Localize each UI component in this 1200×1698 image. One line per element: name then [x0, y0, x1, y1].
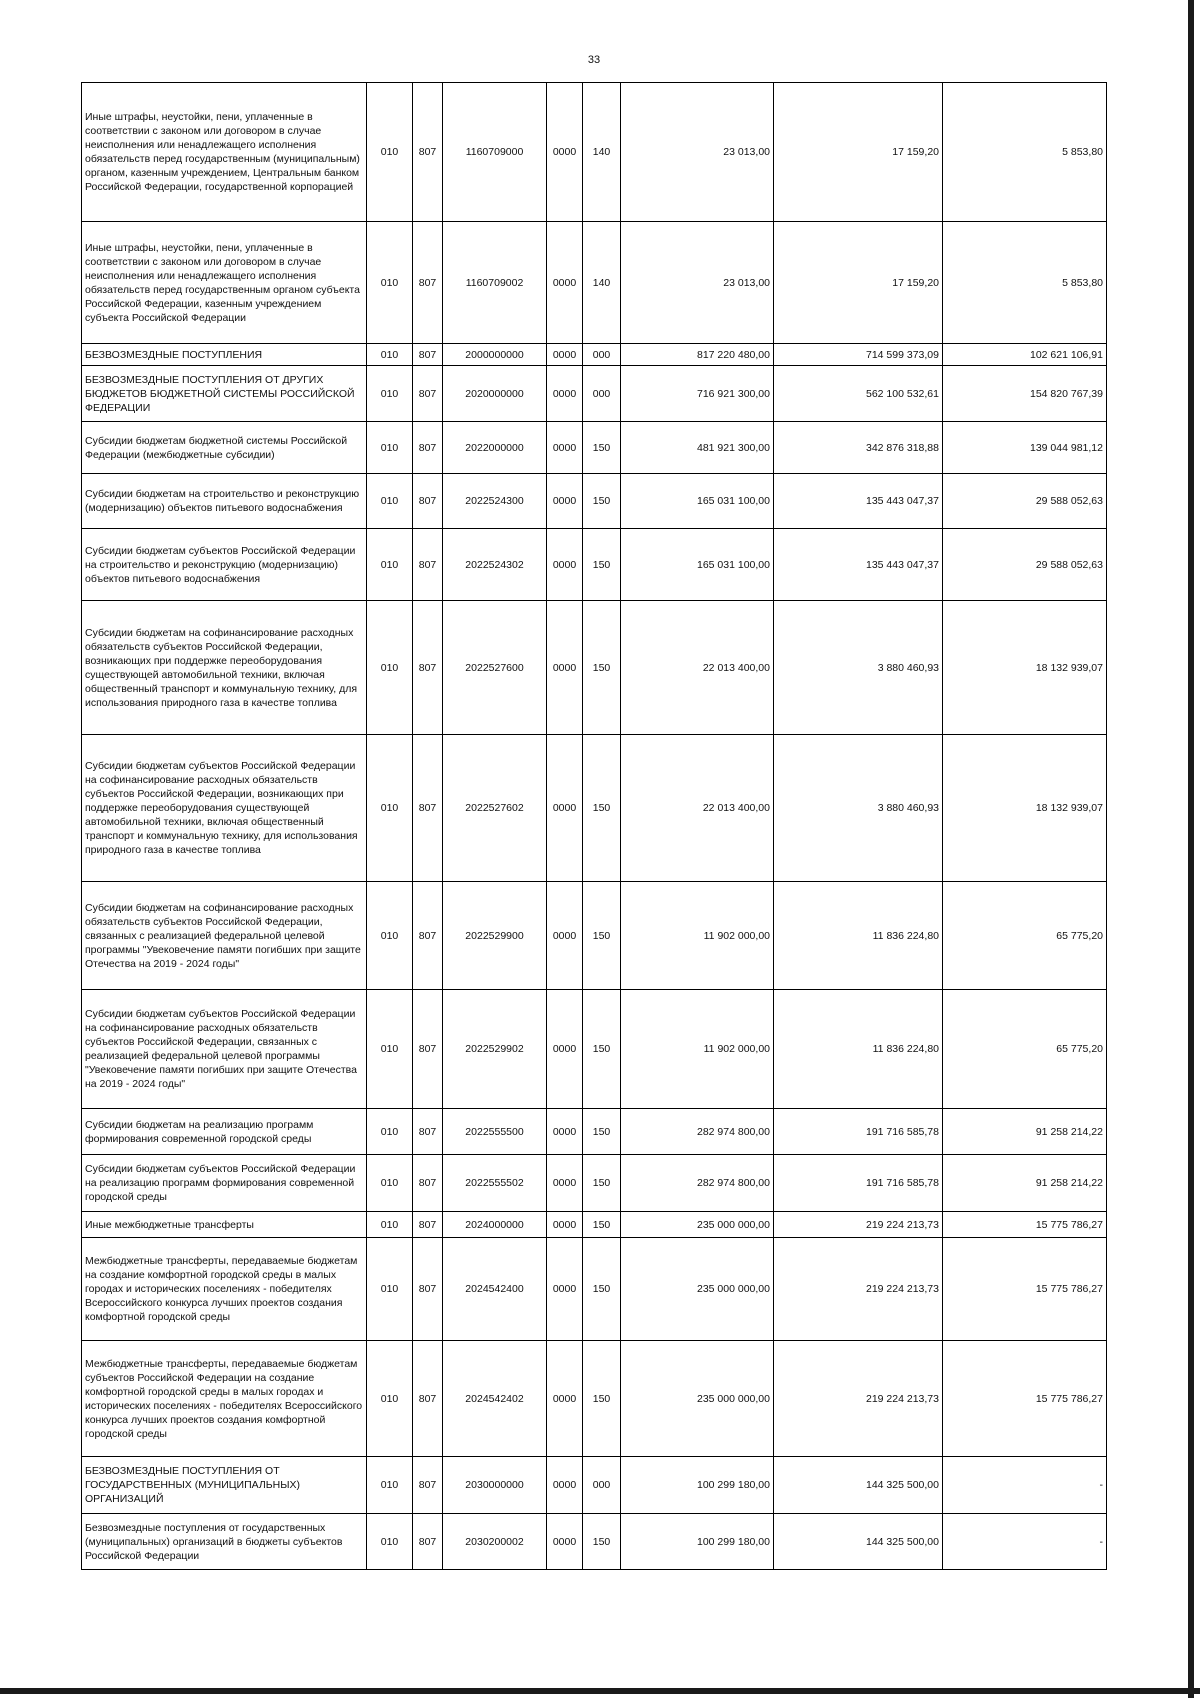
- table-row: [82, 1457, 1107, 1514]
- code-1: 010: [367, 882, 413, 990]
- executed-value: 144 325 500,00: [774, 1514, 943, 1570]
- code-2: 807: [413, 1212, 443, 1238]
- code-5: 000: [583, 1457, 621, 1514]
- code-2: 807: [413, 1341, 443, 1457]
- row-name: Субсидии бюджетам субъектов Российской Федерации на софинансирование расходных обязательств субъектов Российской Федерации, связанных с реализацией федеральной целевой программы "Увековечение памяти погибших при защите Отечества на 2019 - 2024 годы": [82, 990, 367, 1109]
- table-row: [82, 1238, 1107, 1341]
- plan-value: 716 921 300,00: [621, 366, 774, 422]
- row-name: Субсидии бюджетам субъектов Российской Федерации на строительство и реконструкцию (модернизацию) объектов питьевого водоснабжения: [82, 529, 367, 601]
- code-2: 807: [413, 529, 443, 601]
- row-name: Иные штрафы, неустойки, пени, уплаченные в соответствии с законом или договором в случае неисполнения или ненадлежащего исполнения обязательств перед государственным органом субъекта Российской Федерации, казенным учреждением субъекта Российской Федерации: [82, 222, 367, 344]
- row-name: Безвозмездные поступления от государственных (муниципальных) организаций в бюджеты субъектов Российской Федерации: [82, 1514, 367, 1570]
- plan-value: 22 013 400,00: [621, 601, 774, 735]
- code-5: 150: [583, 474, 621, 529]
- remaining-value: 102 621 106,91: [943, 344, 1107, 366]
- code-5: 150: [583, 1155, 621, 1212]
- code-1: 010: [367, 1341, 413, 1457]
- row-name: Субсидии бюджетам на софинансирование расходных обязательств субъектов Российской Федерации, связанных с реализацией федеральной целевой программы "Увековечение памяти погибших при защите Отечества на 2019 - 2024 годы": [82, 882, 367, 990]
- row-name: Субсидии бюджетам на реализацию программ формирования современной городской среды: [82, 1109, 367, 1155]
- code-3: 2022524300: [443, 474, 547, 529]
- code-3: 1160709002: [443, 222, 547, 344]
- code-4: 0000: [547, 1341, 583, 1457]
- remaining-value: -: [943, 1457, 1107, 1514]
- code-2: 807: [413, 735, 443, 882]
- code-2: 807: [413, 474, 443, 529]
- table-row: [82, 601, 1107, 735]
- code-3: 2022529900: [443, 882, 547, 990]
- row-name: Субсидии бюджетам на софинансирование расходных обязательств субъектов Российской Федерации, возникающих при поддержке переоборудования существующей автомобильной техники, включая общественный транспорт и коммунальную технику, для использования природного газа в качестве топлива: [82, 601, 367, 735]
- code-1: 010: [367, 1238, 413, 1341]
- code-4: 0000: [547, 474, 583, 529]
- executed-value: 562 100 532,61: [774, 366, 943, 422]
- code-3: 2022524302: [443, 529, 547, 601]
- executed-value: 135 443 047,37: [774, 529, 943, 601]
- page-number: 33: [587, 54, 601, 66]
- code-5: 150: [583, 529, 621, 601]
- code-3: 2024542402: [443, 1341, 547, 1457]
- code-1: 010: [367, 529, 413, 601]
- code-3: 2022527600: [443, 601, 547, 735]
- code-4: 0000: [547, 1238, 583, 1341]
- remaining-value: 154 820 767,39: [943, 366, 1107, 422]
- code-4: 0000: [547, 366, 583, 422]
- row-name: Субсидии бюджетам бюджетной системы Российской Федерации (межбюджетные субсидии): [82, 422, 367, 474]
- code-4: 0000: [547, 344, 583, 366]
- table-row: [82, 366, 1107, 422]
- code-1: 010: [367, 1457, 413, 1514]
- remaining-value: 5 853,80: [943, 83, 1107, 222]
- table-row: [82, 735, 1107, 882]
- executed-value: 135 443 047,37: [774, 474, 943, 529]
- code-3: 2022527602: [443, 735, 547, 882]
- remaining-value: 91 258 214,22: [943, 1109, 1107, 1155]
- row-name: БЕЗВОЗМЕЗДНЫЕ ПОСТУПЛЕНИЯ ОТ ДРУГИХ БЮДЖЕТОВ БЮДЖЕТНОЙ СИСТЕМЫ РОССИЙСКОЙ ФЕДЕРАЦИИ: [82, 366, 367, 422]
- table-row: [82, 222, 1107, 344]
- code-4: 0000: [547, 601, 583, 735]
- executed-value: 191 716 585,78: [774, 1109, 943, 1155]
- code-3: 2022529902: [443, 990, 547, 1109]
- code-3: 1160709000: [443, 83, 547, 222]
- code-5: 150: [583, 1341, 621, 1457]
- executed-value: 219 224 213,73: [774, 1341, 943, 1457]
- plan-value: 100 299 180,00: [621, 1514, 774, 1570]
- executed-value: 17 159,20: [774, 83, 943, 222]
- row-name: Иные штрафы, неустойки, пени, уплаченные в соответствии с законом или договором в случае неисполнения или ненадлежащего исполнения обязательств перед государственным (муниципальным) органом, казенным учреждением, Центральным банком Российской Федерации, государственной корпорацией: [82, 83, 367, 222]
- plan-value: 22 013 400,00: [621, 735, 774, 882]
- code-1: 010: [367, 222, 413, 344]
- plan-value: 165 031 100,00: [621, 474, 774, 529]
- executed-value: 17 159,20: [774, 222, 943, 344]
- row-name: Субсидии бюджетам субъектов Российской Федерации на реализацию программ формирования современной городской среды: [82, 1155, 367, 1212]
- executed-value: 714 599 373,09: [774, 344, 943, 366]
- code-2: 807: [413, 83, 443, 222]
- row-name: Межбюджетные трансферты, передаваемые бюджетам субъектов Российской Федерации на создание комфортной городской среды в малых городах и исторических поселениях - победителях Всероссийского конкурса лучших проектов создания комфортной городской среды: [82, 1341, 367, 1457]
- executed-value: 219 224 213,73: [774, 1212, 943, 1238]
- code-2: 807: [413, 366, 443, 422]
- code-2: 807: [413, 601, 443, 735]
- code-1: 010: [367, 735, 413, 882]
- code-4: 0000: [547, 1457, 583, 1514]
- code-1: 010: [367, 344, 413, 366]
- plan-value: 235 000 000,00: [621, 1238, 774, 1341]
- code-4: 0000: [547, 83, 583, 222]
- row-name: Субсидии бюджетам на строительство и реконструкцию (модернизацию) объектов питьевого водоснабжения: [82, 474, 367, 529]
- code-1: 010: [367, 366, 413, 422]
- code-2: 807: [413, 882, 443, 990]
- table-row: [82, 1109, 1107, 1155]
- revenue-table: [81, 82, 1107, 1570]
- remaining-value: 91 258 214,22: [943, 1155, 1107, 1212]
- code-4: 0000: [547, 529, 583, 601]
- plan-value: 282 974 800,00: [621, 1109, 774, 1155]
- code-3: 2022555502: [443, 1155, 547, 1212]
- code-1: 010: [367, 990, 413, 1109]
- remaining-value: 65 775,20: [943, 882, 1107, 990]
- executed-value: 144 325 500,00: [774, 1457, 943, 1514]
- code-5: 150: [583, 735, 621, 882]
- plan-value: 235 000 000,00: [621, 1212, 774, 1238]
- table-row: [82, 990, 1107, 1109]
- code-2: 807: [413, 222, 443, 344]
- remaining-value: -: [943, 1514, 1107, 1570]
- code-4: 0000: [547, 735, 583, 882]
- code-2: 807: [413, 1155, 443, 1212]
- executed-value: 219 224 213,73: [774, 1238, 943, 1341]
- remaining-value: 29 588 052,63: [943, 474, 1107, 529]
- code-4: 0000: [547, 222, 583, 344]
- code-2: 807: [413, 1514, 443, 1570]
- row-name: БЕЗВОЗМЕЗДНЫЕ ПОСТУПЛЕНИЯ: [82, 344, 367, 366]
- scan-border-right: [1188, 0, 1194, 1698]
- table-row: [82, 1212, 1107, 1238]
- plan-value: 11 902 000,00: [621, 882, 774, 990]
- code-1: 010: [367, 1212, 413, 1238]
- table-row: [82, 83, 1107, 222]
- plan-value: 481 921 300,00: [621, 422, 774, 474]
- executed-value: 11 836 224,80: [774, 882, 943, 990]
- executed-value: 11 836 224,80: [774, 990, 943, 1109]
- plan-value: 165 031 100,00: [621, 529, 774, 601]
- executed-value: 342 876 318,88: [774, 422, 943, 474]
- remaining-value: 29 588 052,63: [943, 529, 1107, 601]
- executed-value: 191 716 585,78: [774, 1155, 943, 1212]
- code-5: 140: [583, 83, 621, 222]
- row-name: Иные межбюджетные трансферты: [82, 1212, 367, 1238]
- table-row: [82, 1155, 1107, 1212]
- code-3: 2024000000: [443, 1212, 547, 1238]
- code-4: 0000: [547, 1155, 583, 1212]
- row-name: БЕЗВОЗМЕЗДНЫЕ ПОСТУПЛЕНИЯ ОТ ГОСУДАРСТВЕННЫХ (МУНИЦИПАЛЬНЫХ) ОРГАНИЗАЦИЙ: [82, 1457, 367, 1514]
- code-1: 010: [367, 1514, 413, 1570]
- code-3: 2000000000: [443, 344, 547, 366]
- code-1: 010: [367, 422, 413, 474]
- code-1: 010: [367, 601, 413, 735]
- code-5: 000: [583, 344, 621, 366]
- plan-value: 282 974 800,00: [621, 1155, 774, 1212]
- executed-value: 3 880 460,93: [774, 735, 943, 882]
- code-4: 0000: [547, 1212, 583, 1238]
- code-5: 150: [583, 601, 621, 735]
- remaining-value: 15 775 786,27: [943, 1238, 1107, 1341]
- table-row: [82, 344, 1107, 366]
- code-5: 140: [583, 222, 621, 344]
- code-5: 150: [583, 882, 621, 990]
- code-1: 010: [367, 474, 413, 529]
- code-2: 807: [413, 422, 443, 474]
- code-3: 2030000000: [443, 1457, 547, 1514]
- code-4: 0000: [547, 882, 583, 990]
- plan-value: 817 220 480,00: [621, 344, 774, 366]
- plan-value: 235 000 000,00: [621, 1341, 774, 1457]
- executed-value: 3 880 460,93: [774, 601, 943, 735]
- code-5: 150: [583, 1109, 621, 1155]
- code-4: 0000: [547, 1109, 583, 1155]
- table-row: [82, 882, 1107, 990]
- plan-value: 11 902 000,00: [621, 990, 774, 1109]
- plan-value: 23 013,00: [621, 222, 774, 344]
- remaining-value: 15 775 786,27: [943, 1341, 1107, 1457]
- code-1: 010: [367, 1155, 413, 1212]
- code-5: 150: [583, 1212, 621, 1238]
- remaining-value: 65 775,20: [943, 990, 1107, 1109]
- code-3: 2022555500: [443, 1109, 547, 1155]
- code-3: 2020000000: [443, 366, 547, 422]
- code-3: 2022000000: [443, 422, 547, 474]
- table-row: [82, 1341, 1107, 1457]
- code-4: 0000: [547, 1514, 583, 1570]
- row-name: Межбюджетные трансферты, передаваемые бюджетам на создание комфортной городской среды в малых городах и исторических поселениях - победителях Всероссийского конкурса лучших проектов создания комфортной городской среды: [82, 1238, 367, 1341]
- code-3: 2030200002: [443, 1514, 547, 1570]
- code-5: 150: [583, 422, 621, 474]
- remaining-value: 5 853,80: [943, 222, 1107, 344]
- code-4: 0000: [547, 422, 583, 474]
- code-4: 0000: [547, 990, 583, 1109]
- table-row: [82, 1514, 1107, 1570]
- plan-value: 100 299 180,00: [621, 1457, 774, 1514]
- code-1: 010: [367, 1109, 413, 1155]
- table-row: [82, 474, 1107, 529]
- code-1: 010: [367, 83, 413, 222]
- remaining-value: 18 132 939,07: [943, 735, 1107, 882]
- code-2: 807: [413, 344, 443, 366]
- code-5: 150: [583, 990, 621, 1109]
- row-name: Субсидии бюджетам субъектов Российской Федерации на софинансирование расходных обязательств субъектов Российской Федерации, возникающих при поддержке переоборудования существующей автомобильной техники, включая общественный транспорт и коммунальную технику, для использования природного газа в качестве топлива: [82, 735, 367, 882]
- remaining-value: 139 044 981,12: [943, 422, 1107, 474]
- code-2: 807: [413, 1457, 443, 1514]
- table-row: [82, 529, 1107, 601]
- code-3: 2024542400: [443, 1238, 547, 1341]
- code-2: 807: [413, 1109, 443, 1155]
- code-5: 150: [583, 1514, 621, 1570]
- code-5: 150: [583, 1238, 621, 1341]
- code-5: 000: [583, 366, 621, 422]
- scan-border-bottom: [0, 1688, 1200, 1694]
- table-row: [82, 422, 1107, 474]
- code-2: 807: [413, 990, 443, 1109]
- remaining-value: 15 775 786,27: [943, 1212, 1107, 1238]
- code-2: 807: [413, 1238, 443, 1341]
- remaining-value: 18 132 939,07: [943, 601, 1107, 735]
- plan-value: 23 013,00: [621, 83, 774, 222]
